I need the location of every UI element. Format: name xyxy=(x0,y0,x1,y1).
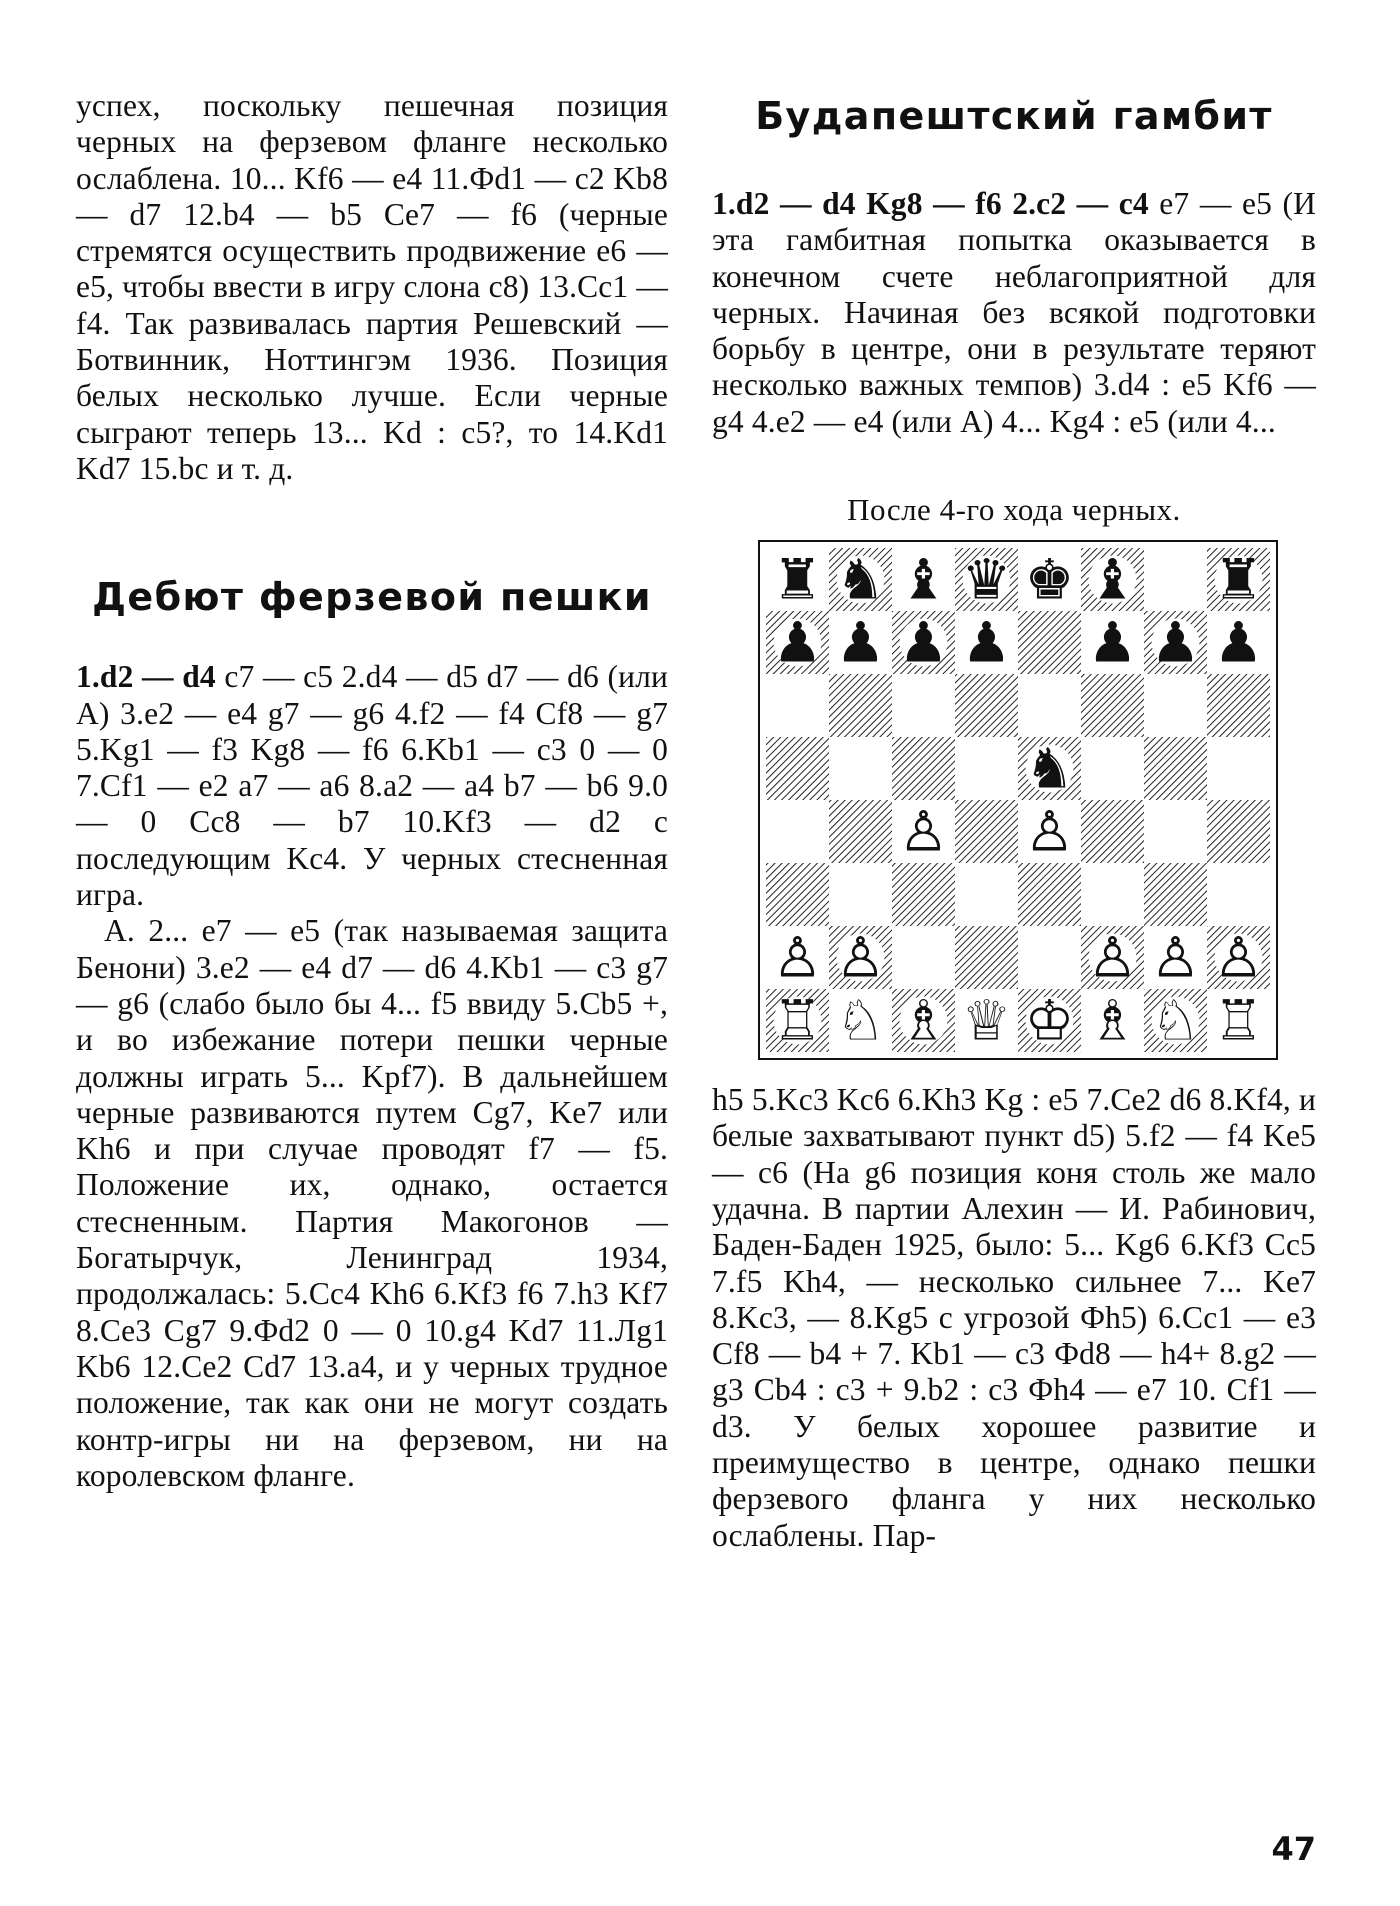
gambit-moves-bold: 1.d2 — d4 Kg8 — f6 2.c2 — c4 xyxy=(712,186,1149,221)
heading-budapest-gambit: Будапештский гамбит xyxy=(755,94,1273,138)
white-pawn-c4-icon: ♙ xyxy=(898,800,949,865)
square-b3 xyxy=(829,863,892,926)
square-g4 xyxy=(1144,800,1207,863)
black-pawn-h7-icon: ♟ xyxy=(1213,611,1264,676)
black-pawn-f7-icon: ♟ xyxy=(1087,611,1138,676)
diagram-caption: После 4-го хода черных. xyxy=(847,492,1181,528)
black-pawn-c7-icon: ♟ xyxy=(898,611,949,676)
white-rook-h1-icon: ♖ xyxy=(1213,989,1264,1054)
black-pawn-b7-icon: ♟ xyxy=(835,611,886,676)
white-pawn-a2-icon: ♙ xyxy=(772,926,823,991)
black-pawn-d7-icon: ♟ xyxy=(961,611,1012,676)
square-h4 xyxy=(1207,800,1270,863)
black-pawn-g7-icon: ♟ xyxy=(1150,611,1201,676)
white-pawn-e4-icon: ♙ xyxy=(1024,800,1075,865)
square-g3 xyxy=(1144,863,1207,926)
square-f3 xyxy=(1081,863,1144,926)
square-d2 xyxy=(955,926,1018,989)
square-a6 xyxy=(766,674,829,737)
square-e6 xyxy=(1018,674,1081,737)
square-b5 xyxy=(829,737,892,800)
white-bishop-f1-icon: ♗ xyxy=(1087,989,1138,1054)
square-h6 xyxy=(1207,674,1270,737)
square-h3 xyxy=(1207,863,1270,926)
right-paragraph-1-text: e7 — e5 (И эта гамбитная попытка оказывается в конечном счете неблагоприятной для черных. Начиная без всякой подготовки борьбу в центре, они в результате теряют несколько важных темпов) 3.d4 : e5 Kf6 — g4 4.e2 — e4 (или А) 4... Kg4 : e5 (или 4... xyxy=(712,186,1316,439)
black-rook-h8-icon: ♜ xyxy=(1213,548,1264,613)
square-g5 xyxy=(1144,737,1207,800)
right-paragraph-2: h5 5.Kc3 Kc6 6.Kh3 Kg : e5 7.Ce2 d6 8.Kf4, и белые захватывают пункт d5) 5.f2 — f4 Ke5 — c6 (На g6 позиция коня столь же мало удачна. В партии Алехин — И. Рабинович, Баден-Баден 1925, было: 5... Kg6 6.Kf3 Cc5 7.f5 Kh4, — несколько сильнее 7... Ke7 8.Kc3, — 8.Kg5 с угрозой Фh5) 6.Cc1 — e3 Cf8 — b4 + 7. Kb1 — c3 Фd8 — h4+ 8.g2 — g3 Cb4 : c3 + 9.b2 : c3 Фh4 — e7 10. Cf1 — d3. У белых хорошее развитие и преимущество в центре, однако пешки ферзевого фланга у них несколько ослаблены. Пар- xyxy=(712,1082,1316,1553)
white-rook-a1-icon: ♖ xyxy=(772,989,823,1054)
white-pawn-g2-icon: ♙ xyxy=(1150,926,1201,991)
left-column xyxy=(76,88,668,1494)
white-king-e1-icon: ♔ xyxy=(1024,989,1075,1054)
black-knight-b8-icon: ♞ xyxy=(835,548,886,613)
square-c6 xyxy=(892,674,955,737)
square-f5 xyxy=(1081,737,1144,800)
square-h5 xyxy=(1207,737,1270,800)
white-pawn-f2-icon: ♙ xyxy=(1087,926,1138,991)
black-knight-e5-icon: ♞ xyxy=(1024,737,1075,802)
square-g8 xyxy=(1144,548,1207,611)
square-e3 xyxy=(1018,863,1081,926)
page-number: 47 xyxy=(1271,1830,1316,1868)
right-paragraph-1 xyxy=(712,186,1316,440)
black-king-e8-icon: ♚ xyxy=(1024,548,1075,613)
left-paragraph-2-text: c7 — c5 2.d4 — d5 d7 — d6 (или А) 3.e2 — e4 g7 — g6 4.f2 — f4 Cf8 — g7 5.Kg1 — f3 Kg8 — f6 6.Kb1 — c3 0 — 0 7.Cf1 — e2 a7 — a6 8.a2 — a4 b7 — b6 9.0 — 0 Cc8 — b7 10.Kf3 — d2 с последующим Kc4. У черных стесненная игра. xyxy=(76,659,668,913)
square-d4 xyxy=(955,800,1018,863)
black-bishop-c8-icon: ♝ xyxy=(898,548,949,613)
square-c2 xyxy=(892,926,955,989)
square-f4 xyxy=(1081,800,1144,863)
white-pawn-h2-icon: ♙ xyxy=(1213,926,1264,991)
white-knight-b1-icon: ♘ xyxy=(835,989,886,1054)
square-a3 xyxy=(766,863,829,926)
square-c5 xyxy=(892,737,955,800)
square-a4 xyxy=(766,800,829,863)
square-c3 xyxy=(892,863,955,926)
black-bishop-f8-icon: ♝ xyxy=(1087,548,1138,613)
square-b6 xyxy=(829,674,892,737)
black-rook-a8-icon: ♜ xyxy=(772,548,823,613)
white-bishop-c1-icon: ♗ xyxy=(898,989,949,1054)
square-d6 xyxy=(955,674,1018,737)
opening-moves-bold: 1.d2 — d4 xyxy=(76,659,216,695)
square-b4 xyxy=(829,800,892,863)
square-e2 xyxy=(1018,926,1081,989)
square-g6 xyxy=(1144,674,1207,737)
square-a5 xyxy=(766,737,829,800)
square-e7 xyxy=(1018,611,1081,674)
square-d3 xyxy=(955,863,1018,926)
left-paragraph-3: А. 2... e7 — e5 (так называемая защита Бенони) 3.e2 — e4 d7 — d6 4.Kb1 — c3 g7 — g6 (слабо было бы 4... f5 ввиду 5.Cb5 +, и во избежание потери пешки черные должны играть 5... Kpf7). В дальнейшем черные развиваются путем Cg7, Ke7 или Kh6 и при случае проводят f7 — f5. Положение их, однако, остается стесненным. Партия Макогонов — Богатырчук, Ленинград 1934, продолжалась: 5.Cc4 Kh6 6.Kf3 f6 7.h3 Kf7 8.Ce3 Cg7 9.Фd2 0 — 0 10.g4 Kd7 11.Лg1 Kb6 12.Ce2 Cd7 13.a4, и у черных трудное положение, так как они не могут создать контр-игры ни на ферзевом, ни на королевском фланге. xyxy=(76,913,668,1493)
white-pawn-b2-icon: ♙ xyxy=(835,926,886,991)
black-pawn-a7-icon: ♟ xyxy=(772,611,823,676)
black-queen-d8-icon: ♛ xyxy=(961,548,1012,613)
heading-queens-pawn-opening: Дебют ферзевой пешки xyxy=(92,575,652,620)
square-d5 xyxy=(955,737,1018,800)
white-knight-g1-icon: ♘ xyxy=(1150,989,1201,1054)
chess-diagram xyxy=(758,540,1278,1060)
left-paragraph-2 xyxy=(76,659,668,913)
white-queen-d1-icon: ♕ xyxy=(961,989,1012,1054)
right-column xyxy=(712,88,1316,1554)
square-f6 xyxy=(1081,674,1144,737)
left-paragraph-1: успех, поскольку пешечная позиция черных на ферзевом фланге несколько ослаблена. 10... Kf6 — e4 11.Фd1 — c2 Kb8 — d7 12.b4 — b5 Ce7 — f6 (черные стремятся осуществить продвижение e6 — e5, чтобы ввести в игру слона c8) 13.Cc1 — f4. Так развивалась партия Решевский — Ботвинник, Ноттингэм 1936. Позиция белых несколько лучше. Если черные сыграют теперь 13... Kd : c5?, то 14.Kd1 Kd7 15.bc и т. д. xyxy=(76,88,668,486)
